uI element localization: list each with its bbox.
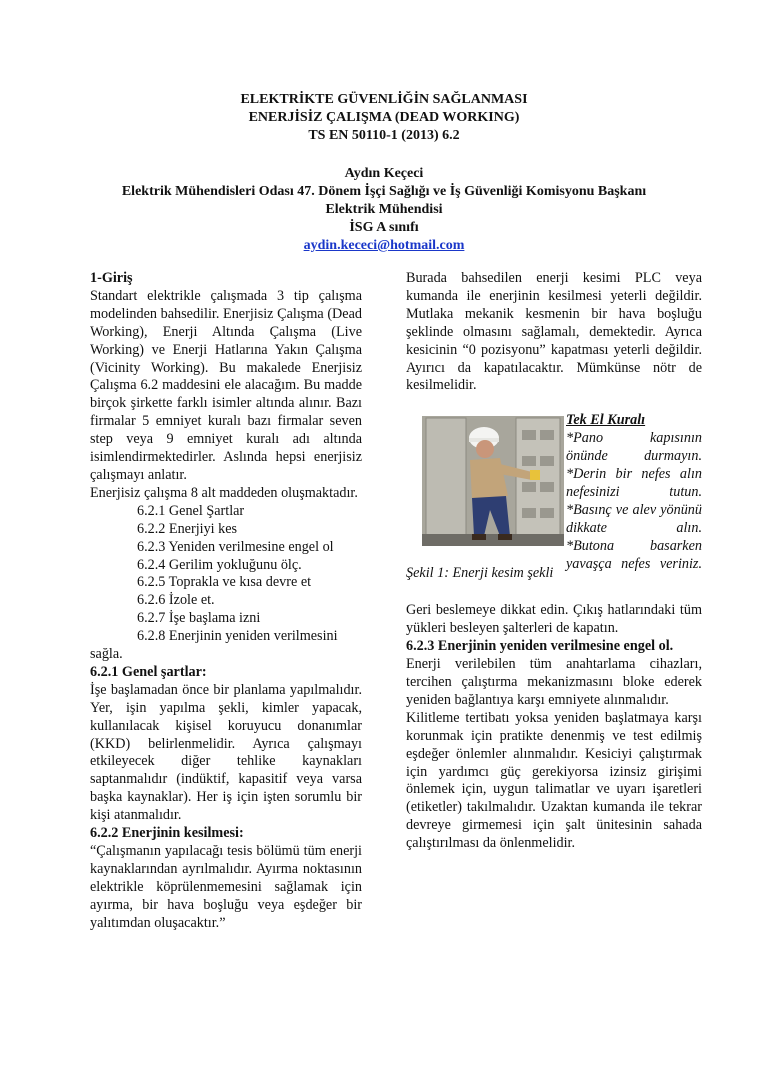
section-heading-6-2-3: 6.2.3 Enerjinin yeniden verilmesine engel ol. — [406, 638, 674, 655]
items-intro: Enerjisiz çalışma 8 alt maddeden oluşmaktadır. — [90, 484, 358, 501]
subclause-list — [90, 503, 362, 664]
list-item: 6.2.6 İzole et. — [137, 592, 215, 609]
document-header — [0, 91, 768, 145]
author-certificate: İSG A sınıfı — [349, 220, 419, 235]
list-item: 6.2.3 Yeniden verilmesine engel ol — [137, 538, 334, 555]
section-text-6-2-1: İşe başlamadan önce bir planlama yapılmalıdır. Yer, işin yapılma şekli, kimler yapacak, kullanılacak kişisel koruyucu donanımlar (KKD) belirlenmelidir. Ayrıca çalışmayı etkileyecek diğer tehlike kaynakları saptanmalıdır (indüktif, kapasitif veya varsa başka kaynaklar). Her iş için işten sorumlu bir kişi atanmalıdır. — [90, 681, 362, 824]
rule-item: *Butona basarken yavaşça nefes veriniz. — [566, 537, 702, 572]
intro-heading: 1-Giriş — [90, 270, 133, 286]
left-column — [90, 270, 362, 933]
list-item: 6.2.2 Enerjiyi kes — [137, 520, 238, 537]
intro-paragraph: Standart elektrikle çalışmada 3 tip çalışma modelinden bahsedilir. Enerjisiz Çalışma (Dead Working), Enerji Altında Çalışma (Live Working) ve Enerji Hatlarına Yakın Çalışma (Vicinity Working). Bu makalede Enerjisiz Çalışma 6.2 maddesini ele alacağım. Bu madde birçok şirkette farklı isimler altında alınır. Bazı firmalar 5 emniyet kuralı bazı firmalar seven step veya 9 emniyet kuralı adı altında isimlendirmektedirler. Aslında hepsi enerjisiz çalışmayı anlatır. — [90, 287, 362, 483]
section-heading-6-2-2: 6.2.2 Enerjinin kesilmesi: — [90, 825, 244, 842]
title-line-2: ENERJİSİZ ÇALIŞMA (DEAD WORKING) — [248, 110, 520, 125]
section-text-6-2-3-a: Enerji verilebilen tüm anahtarlama cihazları, tercihen çalıştırma mekanizmasını bloke ederek yeniden bağlantıya karşı emniyete alınmalıdır. — [406, 656, 702, 708]
worker-at-panel-illustration — [422, 416, 564, 546]
figure-caption: Şekil 1: Enerji kesim şekli — [406, 565, 554, 582]
author-name: Aydın Keçeci — [344, 166, 424, 181]
title-line-3: TS EN 50110-1 (2013) 6.2 — [308, 128, 460, 143]
title-line-1: ELEKTRİKTE GÜVENLİĞİN SAĞLANMASI — [240, 92, 528, 107]
author-affiliation: Elektrik Mühendisleri Odası 47. Dönem İşçi Sağlığı ve İş Güvenliği Komisyonu Başkanı — [121, 184, 647, 199]
list-item: 6.2.1 Genel Şartlar — [137, 502, 245, 519]
energy-cut-paragraph: Burada bahsedilen enerji kesimi PLC veya kumanda ile enerjinin kesilmesi yeterli değildir. Mutlaka mekanik kesmenin bir hava boşluğu şeklinde olmasını sağlamalı, demektedir. Ayrıca kesicinin “0 pozisyonu” kapatması yeterli değildir. Ayırıcı da kapatılacaktır. Mümkünse nötr de kesilmelidir. — [406, 270, 702, 394]
list-item: 6.2.7 İşe başlama izni — [137, 610, 261, 627]
list-item: 6.2.8 Enerjinin yeniden verilmesini — [137, 628, 338, 645]
author-block — [0, 165, 768, 255]
rule-item: *Pano kapısının önünde durmayın. — [566, 430, 702, 465]
list-item: 6.2.4 Gerilim yokluğunu ölç. — [137, 556, 302, 573]
rule-item: *Derin bir nefes alın nefesinizi tutun. — [566, 466, 702, 500]
worker-photo — [422, 416, 564, 546]
list-item: 6.2.5 Toprakla ve kısa devre et — [137, 574, 312, 591]
right-column — [406, 270, 702, 853]
section-text-6-2-2: “Çalışmanın yapılacağı tesis bölümü tüm enerji kaynaklarından ayrılmalıdır. Ayırma noktasının elektrikle köprülenmemesini sağlamak için ayırma, bir hava boşluğu veya eşdeğer bir yalıtımdan oluşacaktır.” — [90, 843, 362, 931]
figure-1 — [406, 412, 702, 602]
section-text-6-2-3-b: Kilitleme tertibatı yoksa yeniden başlatmaya karşı korunmak için pratikte denenmiş ve test edilmiş eşdeğer önlemler alınmalıdır. Kesiciyi çalıştırmak için yardımcı güç gerekiyorsa izinsiz girişimi önlemek için, uygun talimatlar ve uyarı işaretleri (etiketler) takılmalıdır. Uzaktan kumanda ile tekrar devreye girmemesi için şalt ünitesinin sahada çalıştırılması da önlenmelidir. — [406, 709, 702, 852]
author-role: Elektrik Mühendisi — [325, 202, 443, 217]
author-email-link[interactable]: aydin.kececi@hotmail.com — [303, 238, 465, 253]
section-heading-6-2-1: 6.2.1 Genel şartlar: — [90, 663, 207, 680]
list-item-continuation: sağla. — [90, 646, 123, 663]
rule-item: *Basınç ve alev yönünü dikkate alın. — [566, 501, 702, 536]
one-hand-rule-title: Tek El Kuralı — [566, 412, 646, 429]
backfeed-paragraph: Geri beslemeye dikkat edin. Çıkış hatlarındaki tüm yükleri besleyen şalterleri de kapatın. — [406, 602, 702, 637]
one-hand-rule-box — [566, 412, 702, 573]
